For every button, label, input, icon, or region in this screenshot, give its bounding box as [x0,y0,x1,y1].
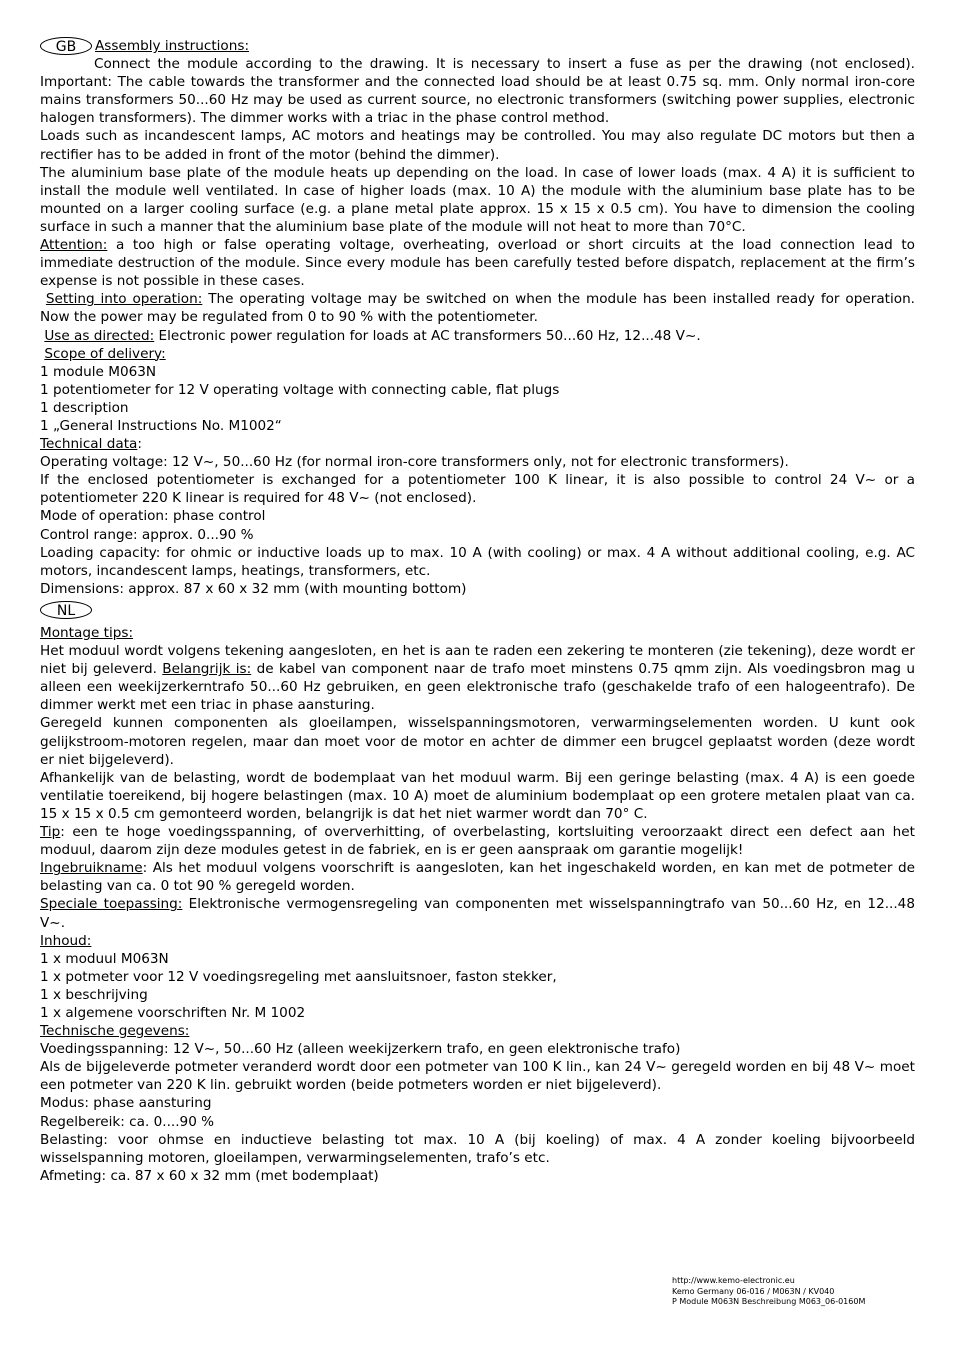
footer-line-3: P Module M063N Beschreibung M063_06-0160M [672,1297,866,1306]
list-item: Mode of operation: phase control [40,508,266,525]
nl-paragraph-2: Geregeld kunnen componenten als gloeilampen, wisselspanningsmotoren, verwarmingselementen worden. U kunt ook gelijkstroom-motoren regelen, maar dan moet voor de motor en achter de dimmer een brugcel geplaatst worden (deze wordt er niet bijgeleverd). [40,715,915,768]
nl-speciale-text: Elektronische vermogensregeling van componenten met wisselspanningtrafo van 50...60 Hz, en 12...48 V~. [40,896,915,931]
gb-scope-label: Scope of delivery: [44,345,166,362]
nl-paragraph-1 [40,642,915,714]
list-item: 1 potentiometer for 12 V operating voltage with connecting cable, flat plugs [40,381,560,398]
gb-attention [40,236,915,290]
nl-speciale-label: Speciale toepassing: [40,896,183,913]
list-item: Afmeting: ca. 87 x 60 x 32 mm (met bodemplaat) [40,1167,379,1184]
nl-title-line [40,624,915,642]
nl-language-badge: NL [40,601,92,619]
nl-tech-list [40,1040,915,1185]
nl-speciale [40,895,915,931]
gb-header [40,37,915,55]
document-page [40,37,915,1185]
list-item: Dimensions: approx. 87 x 60 x 32 mm (with mounting bottom) [40,580,467,597]
list-item: 1 module M063N [40,363,157,380]
nl-tip [40,823,915,859]
gb-paragraph-2: Loads such as incandescent lamps, AC motors and heatings may be controlled. You may also regulate DC motors but then a rectifier has to be added in front of the motor (behind the dimmer). [40,128,915,163]
nl-title: Montage tips: [40,625,134,641]
gb-tech-label: Technical data [40,436,138,453]
nl-inhoud-list [40,950,915,1022]
nl-paragraph-3: Afhankelijk van de belasting, wordt de bodemplaat van het moduul warm. Bij een geringe belasting (max. 4 A) is een goede ventilatie toereikend, bij hogere belastingen (max. 10 A) moet de aluminium bodemplaat op een grotere metalen plaat van ca. 15 x 15 x 0.5 cm gemonteerd worden, belangrijk is dat het niet warmer wordt dan 70° C. [40,769,915,822]
list-item: Voedingsspanning: 12 V~, 50...60 Hz (alleen weekijzerkern trafo, en geen elektronische trafo) [40,1041,681,1058]
gb-use-label: Use as directed: [44,327,155,344]
gb-scope [40,345,915,363]
gb-use [40,327,915,345]
nl-inhoud-label: Inhoud: [40,932,92,949]
list-item: If the enclosed potentiometer is exchanged for a potentiometer 100 K linear, it is also possible to control 24 V~ or a potentiometer 220 K linear is required for 48 V~ (not enclosed). [40,472,915,507]
gb-tech-list [40,453,915,598]
list-item: 1 „General Instructions No. M1002“ [40,417,282,434]
list-item: 1 x potmeter voor 12 V voedingsregeling met aansluitsnoer, faston stekker, [40,968,557,985]
list-item: Belasting: voor ohmse en inductieve belasting tot max. 10 A (bij koeling) of max. 4 A zonder koeling bijvoorbeeld wisselspanning motoren, gloeilampen, verwarmingselementen, trafo’s etc. [40,1131,915,1166]
gb-setting-text: The operating voltage may be switched on when the module has been installed ready for operation. Now the power may be regulated from 0 to 90 % with the potentiometer. [40,291,916,326]
gb-language-badge: GB [40,37,92,55]
gb-title: Assembly instructions: [95,38,250,54]
nl-ingebruik-text: : Als het moduul volgens voorschrift is aangesloten, kan het ingeschakeld worden, en kan met de potmeter de belasting van ca. 0 tot 90 % geregeld worden. [40,860,915,895]
nl-tip-label: Tip [40,824,61,841]
nl-inhoud-heading [40,932,915,950]
list-item: Operating voltage: 12 V~, 50...60 Hz (for normal iron-core transformers only, not for electronic transformers). [40,454,789,471]
gb-attention-label: Attention: [40,237,108,254]
list-item: 1 description [40,399,129,416]
nl-p1-a: Het moduul wordt volgens tekening aangesloten, en het is aan te raden een zekering te monteren (zie tekening), deze wordt er niet bij geleverd. [40,643,915,678]
gb-setting-label: Setting into operation: [45,291,203,308]
list-item: Regelbereik: ca. 0....90 % [40,1113,215,1130]
nl-tech-label: Technische gegevens: [40,1023,190,1040]
nl-p1-label: Belangrijk is: [162,661,252,678]
gb-tech-colon: : [137,436,142,453]
list-item: Als de bijgeleverde potmeter veranderd wordt door een potmeter van 100 K lin., kan 24 V~ geregeld worden en bij 48 V~ moet een potmeter van 220 K lin. gebruikt worden (beide potmeters worden er niet bijgeleverd). [40,1059,915,1094]
nl-ingebruik [40,859,915,895]
gb-tech-heading [40,435,915,453]
list-item: Modus: phase aansturing [40,1095,212,1112]
gb-use-text: Electronic power regulation for loads at AC transformers 50...60 Hz, 12...48 V~. [154,327,701,344]
nl-tech-heading [40,1022,915,1040]
footer [672,1276,865,1308]
list-item: 1 x moduul M063N [40,950,169,967]
nl-ingebruik-label: Ingebruikname [40,860,143,877]
list-item: Control range: approx. 0...90 % [40,526,254,543]
footer-line-2: Kemo Germany 06-016 / M063N / KV040 [672,1286,835,1296]
nl-header [40,601,915,620]
nl-tip-text: : een te hoge voedingsspanning, of oververhitting, of overbelasting, kortsluiting veroorzaakt direct een defect aan het moduul, daarom zijn deze modules getest in de fabriek, en is er geen aanspraak om garantie mogelijk! [40,824,915,859]
gb-paragraph-3: The aluminium base plate of the module heats up depending on the load. In case of lower loads (max. 4 A) it is sufficient to install the module well ventilated. In case of higher loads (max. 10 A) the module with the aluminium base plate has to be mounted on a larger cooling surface (e.g. a plane metal plate approx. 15 x 15 x 0.5 cm). You have to dimension the cooling surface in such a manner that the aluminium base plate of the module will not heat to more than 70°C. [40,164,915,235]
gb-setting [40,290,915,326]
nl-p1-b: de kabel van component naar de trafo moet minstens 0.75 qmm zijn. Als voedingsbron mag u alleen een weekijzerkerntrafo 50...60 Hz gebruiken, en geen elektronische trafo (geschakelde trafo of een halogeentrafo). De dimmer werkt met een triac in phase aansturing. [40,661,915,714]
gb-paragraph-1: Connect the module according to the drawing. It is necessary to insert a fuse as per the drawing (not enclosed). Important: The cable towards the transformer and the connected load should be at least 0.75 sq. mm. Only normal iron-core mains transformers 50...60 Hz may be used as current source, no electronic transformers (switching power supplies, electronic halogen transformers). The dimmer works with a triac in the phase control method. [40,56,915,127]
gb-scope-list [40,363,915,435]
gb-attention-text: a too high or false operating voltage, overheating, overload or short circuits at the load connection lead to immediate destruction of the module. Since every module has been carefully tested before dispatch, replacement at the firm’s expense is not possible in these cases. [40,237,915,290]
list-item: Loading capacity: for ohmic or inductive loads up to max. 10 A (with cooling) or max. 4 A without additional cooling, e.g. AC motors, incandescent lamps, heatings, transformers, etc. [40,544,915,579]
list-item: 1 x algemene voorschriften Nr. M 1002 [40,1004,306,1021]
list-item: 1 x beschrijving [40,986,148,1003]
footer-url: http://www.kemo-electronic.eu [672,1276,795,1285]
